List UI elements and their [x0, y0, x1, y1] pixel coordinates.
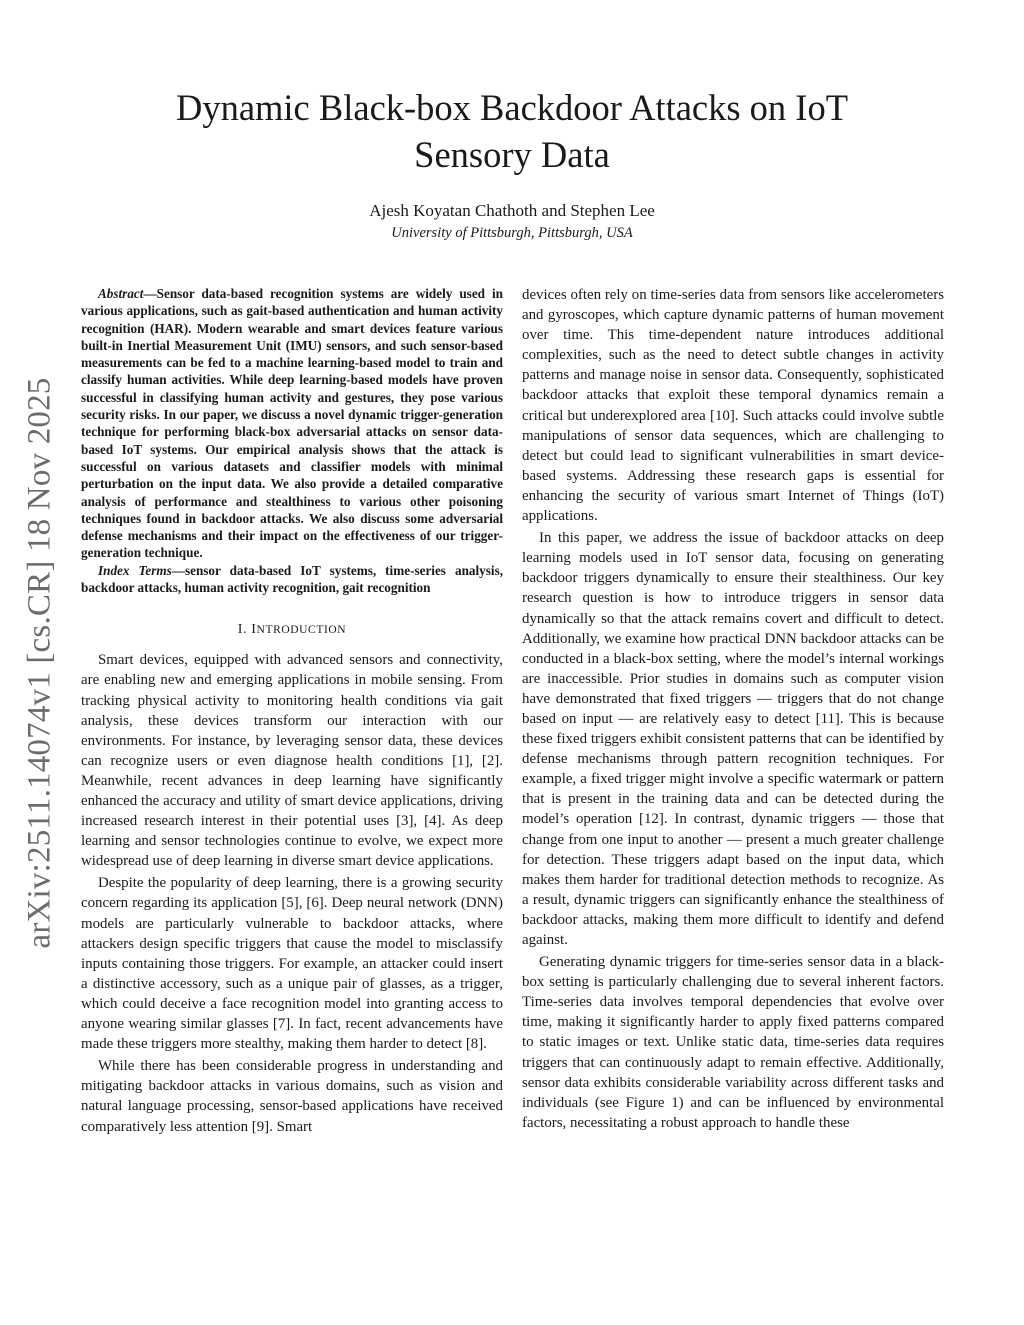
- abstract-body: —Sensor data-based recognition systems are widely used in various applications, such as gait-based authentication and human activity recognition (HAR). Modern wearable and smart devices feature various built-in Inertial Measurement Unit (IMU) sensors, and such sensor-based measurements can be fed to a machine learning-based model to train and classify human activities. While deep learning-based models have proven successful in classifying human activity and gestures, they pose various security risks. In our paper, we discuss a novel dynamic trigger-generation technique for performing black-box adversarial attacks on sensor data-based IoT systems. Our empirical analysis shows that the attack is successful on various datasets and classifier models with minimal perturbation on the input data. We also provide a detailed comparative analysis of performance and stealthiness to various other poisoning techniques found in backdoor attacks. We also discuss some adversarial defense mechanisms and their impact on the effectiveness of our trigger-generation technique.: [81, 286, 503, 561]
- section-rest: NTRODUCTION: [256, 624, 347, 637]
- title-line-1: Dynamic Black-box Backdoor Attacks on IoT: [175, 87, 849, 128]
- section-first-letter: I: [251, 622, 257, 638]
- title-line-2: Sensory Data: [414, 134, 610, 175]
- index-terms-body: —sensor data-based IoT systems, time-series analysis, backdoor attacks, human activity recognition, gait recognition: [81, 562, 503, 596]
- body-paragraph: Smart devices, equipped with advanced sensors and connectivity, are enabling new and emerging applications in mobile sensing. From tracking physical activity to monitoring health conditions via gait analysis, these devices transform our interaction with our environments. For instance, by leveraging sensor data, these devices can recognize users or even diagnose health conditions [1], [2]. Meanwhile, recent advances in deep learning have significantly enhanced the accuracy and utility of smart device applications, driving increased research interest in their potential uses [3], [4]. As deep learning and sensor technologies continue to evolve, we expect more widespread use of deep learning in diverse smart device applications.: [81, 652, 503, 870]
- left-column: [81, 285, 503, 1137]
- authors: Ajesh Koyatan Chathoth and Stephen Lee: [369, 201, 655, 220]
- index-terms-lead: Index Terms: [98, 562, 172, 578]
- body-paragraph: devices often rely on time-series data from sensors like accelerometers and gyroscopes, which capture dynamic patterns of human movement over time. This time-dependent nature introduces additional complexities, such as the need to detect subtle changes in activity patterns and manage noise in sensor data. Consequently, sophisticated backdoor attacks that exploit these temporal dynamics remain a critical but underexplored area [10]. Such attacks could involve subtle manipulations of sensor data sequences, which are challenging to detect but could lead to significant vulnerabilities in smart device-based systems. Addressing these research gaps is essential for enhancing the security of various smart Internet of Things (IoT) applications.: [522, 287, 944, 525]
- body-paragraph: Generating dynamic triggers for time-series sensor data in a black-box setting is particularly challenging due to several inherent factors. Time-series data involves temporal dependencies that evolve over time, making it significantly harder to apply fixed patterns compared to static images or text. Unlike static data, time-series data requires triggers that can continuously adapt to remain effective. Additionally, sensor data exhibits considerable variability across different tasks and individuals (see Figure 1) and can be influenced by environmental factors, necessitating a robust approach to handle these: [522, 954, 944, 1131]
- index-terms: [81, 562, 503, 597]
- affiliation: University of Pittsburgh, Pittsburgh, USA: [391, 225, 633, 241]
- arxiv-identifier: arXiv:2511.14074v1 [cs.CR] 18 Nov 2025: [21, 377, 58, 949]
- body-paragraph: Despite the popularity of deep learning, there is a growing security concern regarding its application [5], [6]. Deep neural network (DNN) models are particularly vulnerable to backdoor attacks, where attackers design specific triggers that cause the model to misclassify inputs containing those triggers. For example, an attacker could insert a distinctive accessory, such as a unique pair of glasses, as a trigger, which could deceive a face recognition model into granting access to anyone wearing similar glasses [7]. In fact, recent advancements have made these triggers more stealthy, making them harder to detect [8].: [81, 875, 503, 1053]
- section-heading-introduction: [81, 622, 503, 638]
- section-number: I.: [237, 622, 248, 638]
- body-paragraph: In this paper, we address the issue of backdoor attacks on deep learning models used in IoT sensor data, focusing on generating backdoor triggers dynamically to ensure their stealthiness. Our key research question is how to introduce triggers in sensor data dynamically so that the attack remains covert and difficult to detect. Additionally, we examine how practical DNN backdoor attacks can be conducted in a black-box setting, where the model’s internal workings are inaccessible. Prior studies in domains such as computer vision have demonstrated that fixed triggers — triggers that do not change based on input — are relatively easy to detect [11]. This is because these fixed triggers exhibit consistent patterns that can be identified by defense mechanisms through pattern recognition techniques. For example, a fixed trigger might involve a specific watermark or pattern that is present in the training data and can be detected during the model’s operation [12]. In contrast, dynamic triggers — those that change from one input to another — present a much greater challenge for detection. These triggers adapt based on the input data, which makes them harder for traditional detection methods to recognize. As a result, dynamic triggers can significantly enhance the stealthiness of backdoor attacks, making them more difficult to identify and defend against.: [522, 530, 944, 948]
- abstract-lead: Abstract: [98, 286, 144, 301]
- arxiv-stamp-container: [18, 368, 62, 958]
- abstract: [81, 285, 503, 562]
- body-paragraph: While there has been considerable progress in understanding and mitigating backdoor attacks in various domains, such as vision and natural language processing, sensor-based applications have received comparatively less attention [9]. Smart: [81, 1058, 503, 1135]
- title-block: [80, 84, 944, 178]
- right-column: [522, 285, 944, 1133]
- paper-title: [80, 84, 944, 178]
